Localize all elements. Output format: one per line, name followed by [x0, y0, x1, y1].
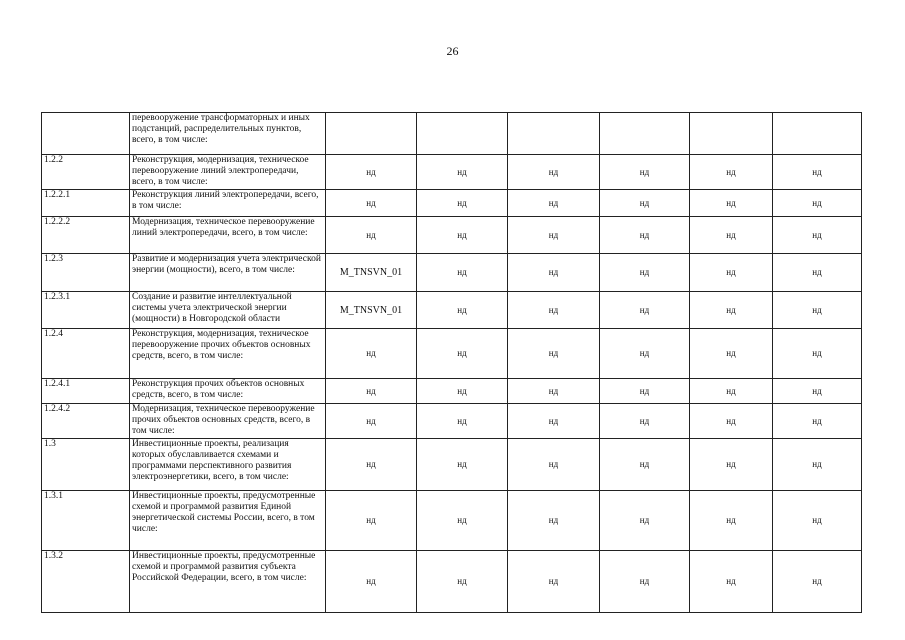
row-value-6: нд — [773, 404, 862, 439]
table-row — [42, 113, 862, 155]
row-value-1: нд — [326, 155, 417, 190]
row-value-2: нд — [417, 292, 508, 329]
row-value-4: нд — [600, 439, 690, 491]
row-value-5: нд — [690, 379, 773, 404]
row-value-3: нд — [508, 551, 600, 613]
row-value-4: нд — [600, 292, 690, 329]
row-value-3: нд — [508, 254, 600, 292]
row-value-5: нд — [690, 491, 773, 551]
row-name: Реконструкция, модернизация, техническое перевооружение прочих объектов основных средств, всего, в том числе: — [130, 329, 326, 379]
row-value-6 — [773, 113, 862, 155]
row-value-1: нд — [326, 551, 417, 613]
row-code: 1.3.1 — [42, 491, 130, 551]
row-name: Инвестиционные проекты, предусмотренные схемой и программой развития Единой энергетической системы России, всего, в том числе: — [130, 491, 326, 551]
row-value-4: нд — [600, 190, 690, 217]
row-value-1: нд — [326, 379, 417, 404]
row-value-3: нд — [508, 292, 600, 329]
row-value-6: нд — [773, 190, 862, 217]
row-value-5: нд — [690, 254, 773, 292]
row-value-6: нд — [773, 551, 862, 613]
row-value-4: нд — [600, 155, 690, 190]
row-value-5: нд — [690, 292, 773, 329]
table-row — [42, 292, 862, 329]
table-row — [42, 439, 862, 491]
row-value-2: нд — [417, 379, 508, 404]
row-value-4: нд — [600, 404, 690, 439]
table-row — [42, 379, 862, 404]
table-row — [42, 190, 862, 217]
row-code: 1.2.3.1 — [42, 292, 130, 329]
table-row — [42, 329, 862, 379]
row-value-4: нд — [600, 254, 690, 292]
row-name: Реконструкция, модернизация, техническое перевооружение линий электропередачи, всего, в том числе: — [130, 155, 326, 190]
row-code: 1.2.3 — [42, 254, 130, 292]
row-value-5: нд — [690, 551, 773, 613]
row-value-1: нд — [326, 439, 417, 491]
row-value-3: нд — [508, 491, 600, 551]
row-value-2: нд — [417, 404, 508, 439]
row-value-3: нд — [508, 190, 600, 217]
row-value-2: нд — [417, 329, 508, 379]
row-value-6: нд — [773, 439, 862, 491]
row-code: 1.3.2 — [42, 551, 130, 613]
row-value-3: нд — [508, 155, 600, 190]
row-value-3 — [508, 113, 600, 155]
row-value-4: нд — [600, 551, 690, 613]
row-name: Инвестиционные проекты, предусмотренные схемой и программой развития субъекта Российской Федерации, всего, в том числе: — [130, 551, 326, 613]
row-value-4: нд — [600, 217, 690, 254]
row-name: Развитие и модернизация учета электрической энергии (мощности), всего, в том числе: — [130, 254, 326, 292]
row-value-5: нд — [690, 439, 773, 491]
row-name: Реконструкция линий электропередачи, всего, в том числе: — [130, 190, 326, 217]
row-code: 1.3 — [42, 439, 130, 491]
row-value-2: нд — [417, 551, 508, 613]
row-value-2: нд — [417, 190, 508, 217]
row-value-2 — [417, 113, 508, 155]
row-code: 1.2.4.2 — [42, 404, 130, 439]
row-name: перевооружение трансформаторных и иных подстанций, распределительных пунктов, всего, в том числе: — [130, 113, 326, 155]
row-value-6: нд — [773, 155, 862, 190]
row-value-1: нд — [326, 190, 417, 217]
row-value-1: нд — [326, 329, 417, 379]
row-name: Реконструкция прочих объектов основных средств, всего, в том числе: — [130, 379, 326, 404]
row-value-4: нд — [600, 329, 690, 379]
row-value-6: нд — [773, 329, 862, 379]
row-value-3: нд — [508, 329, 600, 379]
row-value-3: нд — [508, 404, 600, 439]
table-row — [42, 491, 862, 551]
row-code — [42, 113, 130, 155]
row-code: 1.2.4 — [42, 329, 130, 379]
table-row — [42, 404, 862, 439]
row-value-6: нд — [773, 254, 862, 292]
row-code: 1.2.2.2 — [42, 217, 130, 254]
row-value-2: нд — [417, 217, 508, 254]
row-value-5: нд — [690, 217, 773, 254]
row-value-2: нд — [417, 491, 508, 551]
row-value-4: нд — [600, 379, 690, 404]
table-row — [42, 155, 862, 190]
row-value-1: нд — [326, 217, 417, 254]
row-code: 1.2.2.1 — [42, 190, 130, 217]
row-value-1: нд — [326, 491, 417, 551]
investment-table — [41, 112, 862, 613]
row-value-3: нд — [508, 217, 600, 254]
table-row — [42, 254, 862, 292]
row-value-2: нд — [417, 155, 508, 190]
row-value-5 — [690, 113, 773, 155]
row-value-6: нд — [773, 379, 862, 404]
row-value-5: нд — [690, 329, 773, 379]
row-value-3: нд — [508, 379, 600, 404]
row-value-4 — [600, 113, 690, 155]
row-name: Модернизация, техническое перевооружение линий электропередачи, всего, в том числе: — [130, 217, 326, 254]
row-name: Инвестиционные проекты, реализация которых обуславливается схемами и программами перспективного развития электроэнергетики, всего, в том числе: — [130, 439, 326, 491]
row-value-6: нд — [773, 217, 862, 254]
row-code: 1.2.2 — [42, 155, 130, 190]
row-value-4: нд — [600, 491, 690, 551]
row-name: Модернизация, техническое перевооружение прочих объектов основных средств, всего, в том числе: — [130, 404, 326, 439]
row-value-1: M_TNSVN_01 — [326, 292, 417, 329]
table-row — [42, 551, 862, 613]
row-value-6: нд — [773, 292, 862, 329]
row-value-3: нд — [508, 439, 600, 491]
row-value-1: M_TNSVN_01 — [326, 254, 417, 292]
row-name: Создание и развитие интеллектуальной системы учета электрической энергии (мощности) в Новгородской области — [130, 292, 326, 329]
row-value-1: нд — [326, 404, 417, 439]
row-value-1 — [326, 113, 417, 155]
page-number: 26 — [446, 44, 459, 58]
row-value-5: нд — [690, 190, 773, 217]
row-value-2: нд — [417, 254, 508, 292]
row-value-5: нд — [690, 155, 773, 190]
row-code: 1.2.4.1 — [42, 379, 130, 404]
row-value-2: нд — [417, 439, 508, 491]
row-value-5: нд — [690, 404, 773, 439]
row-value-6: нд — [773, 491, 862, 551]
table-row — [42, 217, 862, 254]
